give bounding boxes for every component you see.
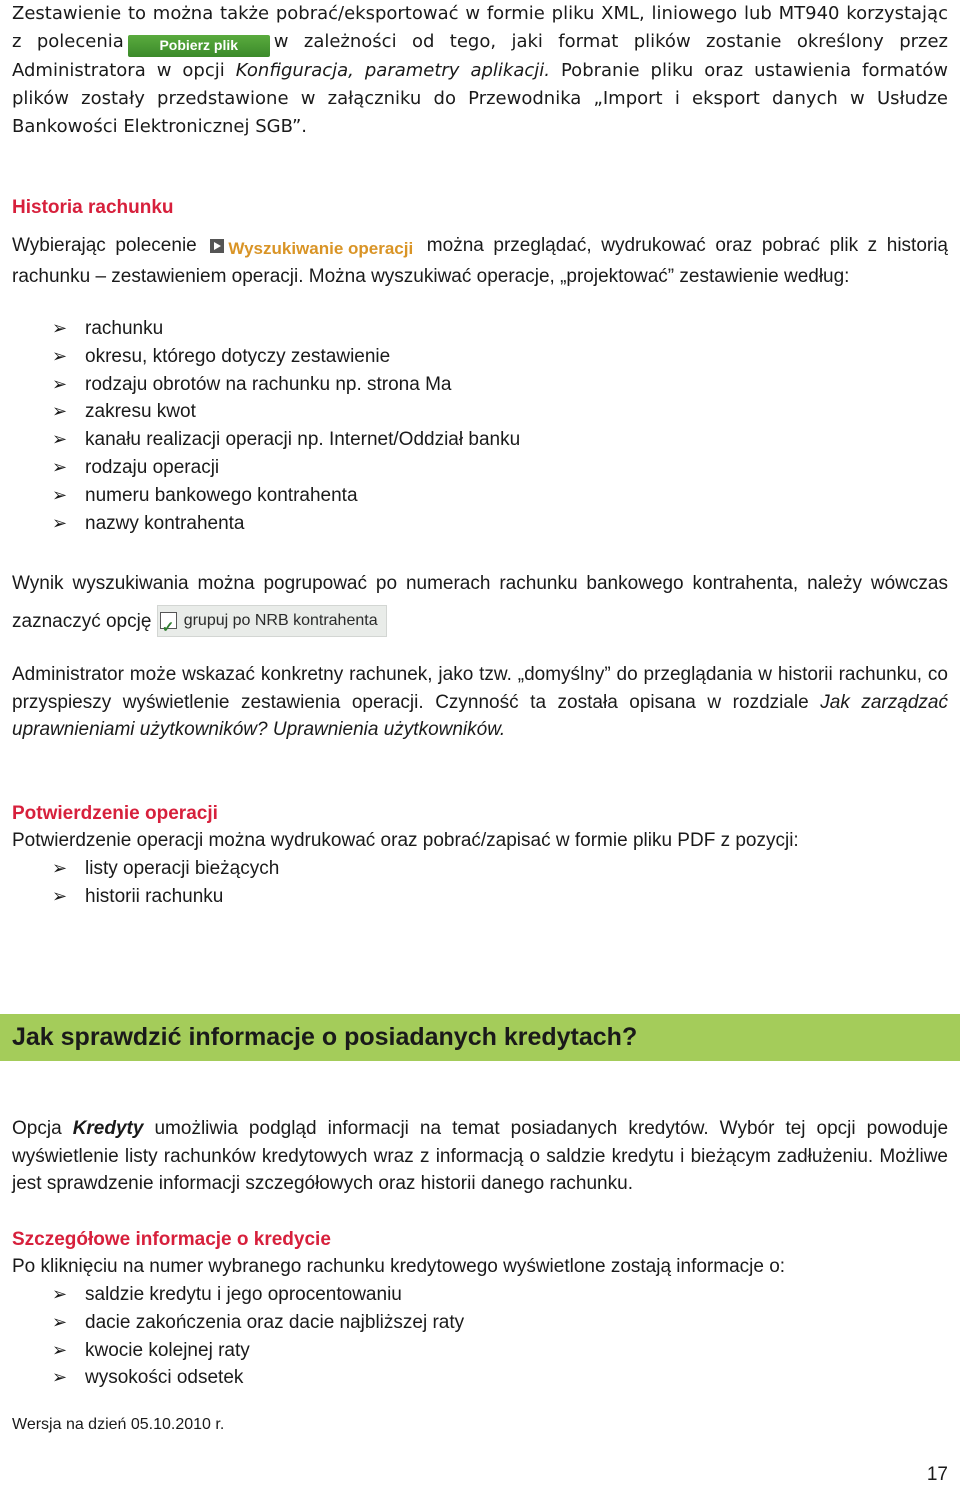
page-number: 17 xyxy=(926,1464,948,1485)
arrow-bullet-icon: ➢ xyxy=(52,373,68,394)
list-item: ➢ wysokości odsetek xyxy=(12,1364,948,1392)
list-item: ➢ rodzaju operacji xyxy=(12,454,948,482)
list-item: ➢ historii rachunku xyxy=(12,883,948,911)
arrow-bullet-icon: ➢ xyxy=(52,512,68,533)
list-item: ➢ nazwy kontrahenta xyxy=(12,510,948,538)
grupuj-nrb-checkbox[interactable] xyxy=(157,605,387,637)
intro-line1: Zestawienie to można także pobrać/eksportować w formie pliku XML, liniowego lub MT940 xyxy=(12,3,840,24)
grupuj-label: grupuj po NRB kontrahenta xyxy=(183,611,378,629)
arrow-bullet-icon: ➢ xyxy=(52,456,68,477)
arrow-bullet-icon: ➢ xyxy=(52,885,68,906)
szczegoly-heading: Szczegółowe informacje o kredycie xyxy=(12,1229,331,1250)
wynik-text: Wynik wyszukiwania można pogrupować po numerach rachunku bankowego kontrahenta, należy wówczas zaznaczyć opcję xyxy=(12,573,948,632)
historia-paragraph xyxy=(12,232,948,290)
config-path: Konfiguracja, parametry aplikacji. xyxy=(235,60,550,81)
admin-text: Administrator może wskazać konkretny rachunek, jako tzw. „domyślny” do przeglądania w historii rachunku, co przyspieszy wyświetlenie zestawienia operacji. Czynność ta została opisana w rozdziale xyxy=(12,664,948,713)
arrow-bullet-icon: ➢ xyxy=(52,484,68,505)
list-item: ➢ rodzaju obrotów na rachunku np. strona Ma xyxy=(12,371,948,399)
kredyty-banner-title: Jak sprawdzić informacje o posiadanych kredytach? xyxy=(12,1023,638,1051)
admin-paragraph xyxy=(12,661,948,744)
arrow-bullet-icon: ➢ xyxy=(52,429,68,450)
list-item: ➢ numeru bankowego kontrahenta xyxy=(12,482,948,510)
list-item: ➢ rachunku xyxy=(12,315,948,343)
intro-line3b: Pobranie pliku oraz ustawienia formatów plików zostały przedstawione w załączniku do Przewodnika „Import i eksport danych w Usłudze Bankowości Elektronicznej SGB”. xyxy=(12,60,948,137)
wyszukiwanie-label: Wyszukiwanie operacji xyxy=(228,239,414,258)
arrow-bullet-icon: ➢ xyxy=(52,1367,68,1388)
pobierz-plik-button[interactable]: Pobierz plik xyxy=(128,35,270,57)
admin-chapter-ref: Jak zarządzać uprawnieniami użytkowników? Uprawnienia użytkowników. xyxy=(12,691,948,740)
historia-criteria-list xyxy=(12,315,948,537)
wyszukiwanie-operacji-button[interactable] xyxy=(210,235,413,263)
potwierdzenie-text: Potwierdzenie operacji można wydrukować oraz pobrać/zapisać w formie pliku PDF z pozycji: xyxy=(12,830,799,851)
list-item: ➢ zakresu kwot xyxy=(12,398,948,426)
kredyty-text-a: Opcja xyxy=(12,1118,62,1139)
list-item: ➢ listy operacji bieżących xyxy=(12,855,948,883)
arrow-bullet-icon: ➢ xyxy=(52,858,68,878)
intro-line2a: korzystając z polecenia xyxy=(12,3,948,52)
kredyty-banner xyxy=(0,1014,960,1061)
kredyty-option-name: Kredyty xyxy=(72,1118,144,1139)
arrow-bullet-icon: ➢ xyxy=(52,1311,68,1332)
historia-text-a: Wybierając polecenie xyxy=(12,235,197,256)
play-arrow-icon xyxy=(210,239,224,253)
list-item: ➢ kwocie kolejnej raty xyxy=(12,1337,948,1365)
list-item: ➢ dacie zakończenia oraz dacie najbliższej raty xyxy=(12,1309,948,1337)
arrow-bullet-icon: ➢ xyxy=(52,1339,68,1360)
kredyty-paragraph xyxy=(12,1115,948,1198)
szczegoly-list xyxy=(12,1281,948,1392)
grupowanie-paragraph xyxy=(12,565,948,641)
list-item: ➢ okresu, którego dotyczy zestawienie xyxy=(12,343,948,371)
kredyty-text-b: umożliwia podgląd informacji na temat posiadanych kredytów. Wybór tej opcji powoduje wyświetlenie listy rachunków kredytowych wraz z informacją o saldzie kredytu i bieżącym zadłużeniu. Możliwe jest sprawdzenie informacji szczegółowych oraz historii danego rachunku. xyxy=(12,1118,949,1194)
intro-line3a: przez Administratora w opcji xyxy=(12,31,948,81)
footer-version: Wersja na dzień 05.10.2010 r. xyxy=(12,1416,225,1433)
intro-line2b: w zależności od tego, jaki format plików zostanie określony xyxy=(273,31,884,52)
arrow-bullet-icon: ➢ xyxy=(52,318,68,338)
arrow-bullet-icon: ➢ xyxy=(52,401,68,422)
list-item: ➢ saldzie kredytu i jego oprocentowaniu xyxy=(12,1281,948,1309)
historia-text-b: można przeglądać, wydrukować oraz pobrać plik z historią rachunku – zestawieniem operacji. Można wyszukiwać operacje, „projektować” zestawienie według: xyxy=(12,235,948,287)
intro-paragraph xyxy=(12,0,948,141)
checkbox-checked-icon xyxy=(160,612,177,629)
potwierdzenie-list xyxy=(12,855,948,911)
historia-heading: Historia rachunku xyxy=(12,197,174,218)
arrow-bullet-icon: ➢ xyxy=(52,345,68,366)
szczegoly-text: Po kliknięciu na numer wybranego rachunku kredytowego wyświetlone zostają informacje o: xyxy=(12,1256,786,1277)
potwierdzenie-heading: Potwierdzenie operacji xyxy=(12,803,218,824)
arrow-bullet-icon: ➢ xyxy=(52,1284,68,1304)
list-item: ➢ kanału realizacji operacji np. Internet/Oddział banku xyxy=(12,426,948,454)
